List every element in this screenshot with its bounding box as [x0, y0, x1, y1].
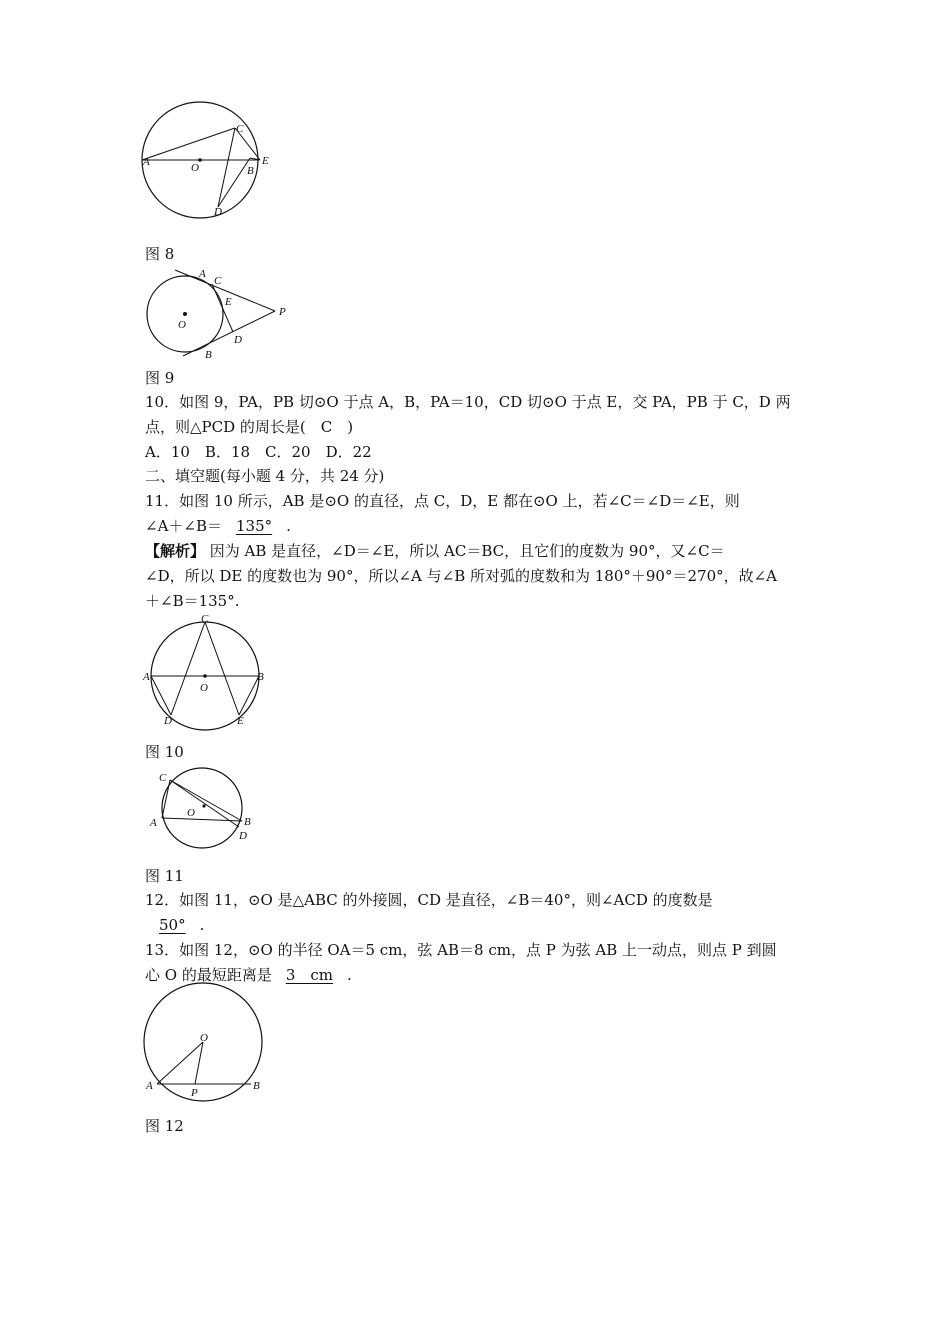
- analysis-text-1: 因为 AB 是直径，∠D＝∠E，所以 AC＝BC，且它们的度数为 90°，又∠C＝: [205, 542, 725, 560]
- q11-analysis-line-3: ＋∠B＝135°.: [145, 592, 240, 610]
- figure-8-caption: 图 8: [145, 245, 175, 263]
- fig12-label-A: A: [146, 1080, 153, 1092]
- figure-11: [145, 766, 255, 846]
- fig10-label-C: C: [201, 613, 209, 625]
- fig8-label-E: E: [262, 155, 269, 167]
- fig9-label-B: B: [205, 349, 212, 361]
- fig11-label-D: D: [239, 830, 247, 842]
- figure-12: [143, 992, 273, 1104]
- fig8-label-D: D: [214, 206, 222, 218]
- figure-9-caption: 图 9: [145, 369, 175, 387]
- fig8-label-O: O: [191, 162, 199, 174]
- q11-prefix: ∠A＋∠B＝: [145, 517, 222, 535]
- fig12-label-P: P: [191, 1087, 198, 1099]
- fig9-label-A: A: [199, 268, 206, 280]
- fig9-label-D: D: [234, 334, 242, 346]
- fig10-label-O: O: [200, 682, 208, 694]
- fig8-label-C: C: [236, 123, 244, 135]
- q12-line-1: 12．如图 11，⊙O 是△ABC 的外接圆，CD 是直径，∠B＝40°，则∠ACD 的度数是: [145, 891, 713, 909]
- q13-line-2: [145, 964, 810, 986]
- fig10-label-B: B: [257, 671, 264, 683]
- q13-prefix: 心 O 的最短距离是: [145, 966, 272, 984]
- q11-analysis-line-2: ∠D，所以 DE 的度数也为 90°，所以∠A 与∠B 所对弧的度数和为 180°＋90°＝270°，故∠A: [145, 567, 778, 585]
- fig10-label-D: D: [164, 715, 172, 727]
- fig12-label-O: O: [200, 1032, 208, 1044]
- q11-line-2: [145, 515, 810, 537]
- q12-suffix: .: [199, 916, 205, 934]
- fig9-label-O: O: [178, 319, 186, 331]
- q13-answer: 3 cm: [285, 966, 334, 984]
- fig11-label-O: O: [187, 807, 195, 819]
- q11-answer: 135°: [236, 517, 273, 535]
- figure-12-caption: 图 12: [145, 1117, 184, 1135]
- analysis-tag: 【解析】: [145, 542, 206, 560]
- q10-line-1: 10．如图 9，PA，PB 切⊙O 于点 A，B，PA＝10，CD 切⊙O 于点 E，交 PA，PB 于 C，D 两: [145, 393, 791, 411]
- fig11-label-B: B: [244, 816, 251, 828]
- q11-line-1: 11．如图 10 所示，AB 是⊙O 的直径，点 C，D，E 都在⊙O 上，若∠C＝∠D＝∠E，则: [145, 492, 740, 510]
- fig9-label-E: E: [225, 296, 232, 308]
- fig10-label-A: A: [143, 671, 150, 683]
- fig11-label-C: C: [159, 772, 167, 784]
- q11-analysis-line-1: [145, 540, 810, 562]
- figure-9: [145, 266, 295, 366]
- fig9-label-P: P: [279, 306, 286, 318]
- figure-10-caption: 图 10: [145, 743, 184, 761]
- figure-8: [140, 112, 280, 222]
- q13-suffix: .: [347, 966, 352, 984]
- fig8-label-B: B: [247, 165, 254, 177]
- q10-line-2: 点，则△PCD 的周长是( C ): [145, 418, 354, 436]
- fig8-label-A: A: [143, 156, 150, 168]
- q13-line-1: 13．如图 12，⊙O 的半径 OA＝5 cm，弦 AB＝8 cm，点 P 为弦 AB 上一动点，则点 P 到圆: [145, 941, 777, 959]
- fig10-label-E: E: [237, 715, 244, 727]
- fig11-label-A: A: [150, 817, 157, 829]
- fig12-label-B: B: [253, 1080, 260, 1092]
- section-2-header: 二、填空题(每小题 4 分，共 24 分): [145, 467, 385, 485]
- fig9-label-C: C: [214, 275, 222, 287]
- q11-suffix: .: [286, 517, 291, 535]
- q10-options: A．10 B．18 C．20 D．22: [145, 443, 372, 461]
- figure-11-caption: 图 11: [145, 867, 184, 885]
- figure-10: [143, 612, 273, 727]
- q12-answer: 50°: [159, 916, 186, 934]
- q12-line-2: [145, 914, 810, 936]
